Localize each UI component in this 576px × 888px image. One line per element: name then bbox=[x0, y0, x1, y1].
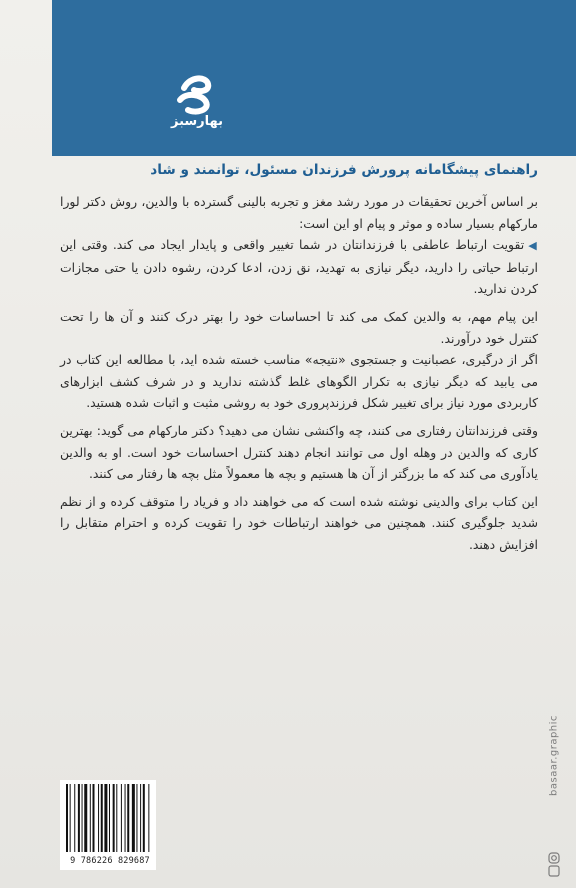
paragraph-bullet-text: تقویت ارتباط عاطفی با فرزندانتان در شما تغییر واقعی و پایدار ایجاد می کند. وقتی این ارتباط حیاتی را دارید، دیگر نیازی به تهدید، نق زدن، ادعا کردن، رشوه دادن یا حتی مجازات کردن ندارید. bbox=[60, 237, 538, 297]
paragraph-bullet bbox=[60, 234, 538, 300]
paragraph-message: این پیام مهم، به والدین کمک می کند تا احساسات خود را بهتر درک کنند و آن ها را تحت کنترل خود درآورند. bbox=[60, 308, 538, 346]
publisher-logo bbox=[170, 74, 260, 146]
header-band bbox=[52, 0, 576, 156]
blurb-body bbox=[60, 191, 538, 556]
paragraph-conflict: اگر از درگیری، عصبانیت و جستجوی «نتیجه» مناسب خسته شده اید، با مطالعه این کتاب در می یابید که دیگر نیازی به تکرار الگوهای غلط گذشته ندارید و در شرف کشف ابزارهای کاربردی مورد نیاز برای تغییر شکل فرزندپروری خود به روشی مثبت و اثبات شده هستید. bbox=[60, 352, 538, 411]
publisher-name: بهارسبز bbox=[170, 114, 223, 129]
barcode-bars bbox=[64, 784, 152, 854]
bullet-triangle-icon: ◀ bbox=[528, 239, 538, 253]
paragraph-closing: این کتاب برای والدینی نوشته شده است که می خواهند داد و فریاد را متوقف کرده و از نظم شدید جلوگیری کنند. همچنین می خواهند ارتباطات خود را تقویت کرده و احترام متقابل را افزایش دهند. bbox=[60, 493, 538, 552]
book-subtitle: راهنمای پیشگامانه پرورش فرزندان مسئول، توانمند و شاد bbox=[150, 162, 538, 178]
side-url-vertical bbox=[546, 690, 560, 840]
paragraph-reaction: وقتی فرزندانتان رفتاری می کنند، چه واکنشی نشان می دهید؟ دکتر مارکهام می گوید: بهترین کاری که والدین در وهله اول می توانند انجام دهند کنترل احساسات خود است. او به والدین یادآوری می کند که ما بزرگتر از آن ها هستیم و بچه ها معمولاً مثل بچه ها رفتار می کنند. bbox=[60, 422, 538, 482]
isbn-number: 9 786226 829687 bbox=[70, 856, 150, 866]
paragraph-intro: بر اساس آخرین تحقیقات در مورد رشد مغز و تجربه بالینی گسترده با والدین، روش دکتر لورا مارکهام بسیار ساده و موثر و پیام او این است: bbox=[60, 194, 538, 231]
instagram-icon bbox=[548, 852, 560, 878]
instagram-handle: basaar.graphic bbox=[548, 715, 560, 796]
isbn-barcode bbox=[60, 780, 156, 870]
